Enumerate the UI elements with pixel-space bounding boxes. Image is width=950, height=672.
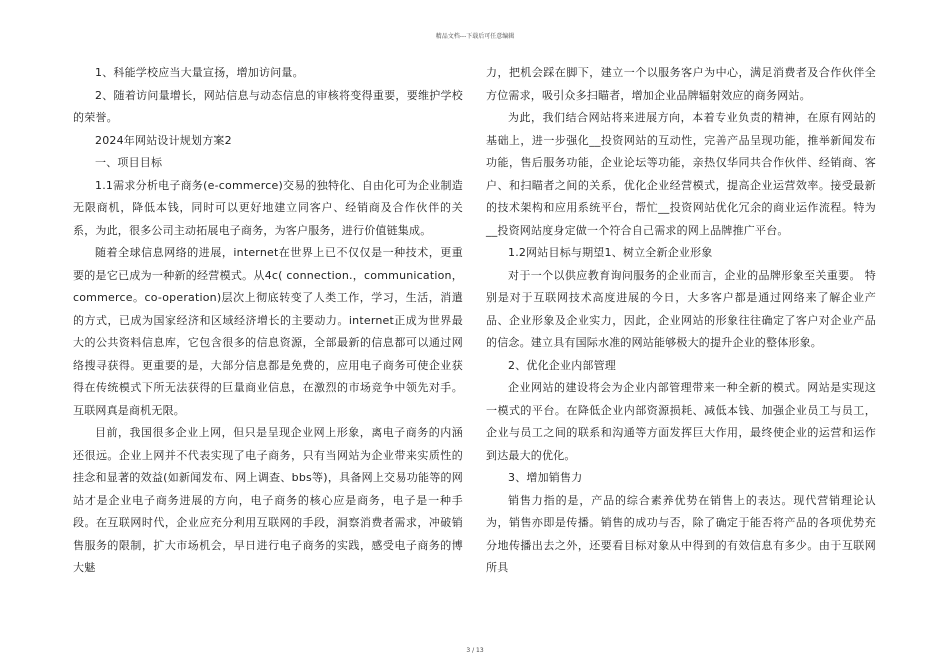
paragraph-continued: 力，把机会踩在脚下，建立一个以服务客户为中心，满足消费者及合作伙伴全方位需求，吸引众多扫瞄者，增加企业品牌辐射效应的商务网站。 bbox=[486, 66, 876, 102]
page-number: 3 / 13 bbox=[466, 647, 484, 654]
section-heading: 2、优化企业内部管理 bbox=[508, 358, 616, 372]
paragraph: 企业网站的建设将会为企业内部管理带来一种全新的模式。网站是实现这一模式的平台。在降低企业内部资源损耗、减低本钱、加强企业员工与员工，企业与员工之间的联系和沟通等方面发挥巨大作用，最终使企业的运营和运作到达最大的优化。 bbox=[486, 381, 876, 462]
section-heading: 一、项目目标 bbox=[95, 156, 163, 169]
left-column bbox=[73, 62, 463, 580]
paragraph: 对于一个以供应教育询问服务的企业而言，企业的品牌形象至关重要。 特别是对于互联网技术高度进展的今日，大多客户都是通过网络来了解企业产品、企业形象及企业实力，因此，企业网站的形象往往确定了客户对企业产品的信念。建立具有国际水准的网站能够极大的提升企业的整体形象。 bbox=[486, 268, 876, 349]
paragraph: 随着全球信息网络的进展，internet在世界上已不仅仅是一种技术，更重要的是它已成为一种新的经营模式。从4c( connection.，communication，commerce。co-operation)层次上彻底转变了人类工作，学习，生活，消遣的方式，已成为国家经济和区域经济增长的主要动力。internet正成为世界最大的公共资料信息库，它包含很多的信息资源，全部最新的信息都可以通过网络搜寻获得。更重要的是，大部分信息都是免费的，应用电子商务可使企业获得在传统模式下所无法获得的巨量商业信息，在激烈的市场竞争中领先对手。互联网真是商机无限。 bbox=[73, 246, 463, 417]
section-title: 2024年网站设计规划方案2 bbox=[95, 133, 232, 147]
paragraph: 目前，我国很多企业上网，但只是呈现企业网上形象，离电子商务的内涵还很远。企业上网并不代表实现了电子商务，只有当网站为企业带来实质性的挂念和显著的效益(如新闻发布、网上调查、bbs等)，具备网上交易功能等的网站才是企业电子商务进展的方向，电子商务的核心应是商务，电子是一种手段。在互联网时代，企业应充分利用互联网的手段，洞察消费者需求，冲破销售服务的限制，扩大市场机会，早日进行电子商务的实践，感受电子商务的博大魅 bbox=[73, 426, 463, 574]
paragraph: 为此，我们结合网站将来进展方向，本着专业负责的精神，在原有网站的基础上，进一步强化__投资网站的互动性，完善产品呈现功能，推举新闻发布功能，售后服务功能，企业论坛等功能，亲热仅华同共合作伙伴、经销商、客户、和扫瞄者之间的关系，优化企业经营模式，提高企业运营效率。接受最新的技术架构和应用系统平台，帮忙__投资网站优化冗余的商业运作流程。特为__投资网站度身定做一个符合自己需求的网上品牌推广平台。 bbox=[486, 111, 876, 237]
section-heading: 1.2网站目标与期望1、树立全新企业形象 bbox=[508, 246, 713, 259]
page-header: 精品文档---下载后可任意编辑 bbox=[435, 33, 515, 40]
paragraph: 1.1需求分析电子商务(e-commerce)交易的独特化、自由化可为企业制造无限商机，降低本钱，同时可以更好地建立同客户、经销商及合作伙伴的关系，为此，很多公司主动拓展电子商务，为客户服务，进行价值链集成。 bbox=[73, 178, 463, 237]
section-heading: 3、增加销售力 bbox=[508, 471, 583, 484]
paragraph: 2、随着访问量增长，网站信息与动态信息的审核将变得重要，要维护学校的荣誉。 bbox=[73, 88, 463, 124]
right-column bbox=[486, 62, 876, 580]
paragraph: 1、科能学校应当大量宣扬，增加访问量。 bbox=[95, 66, 304, 79]
paragraph: 销售力指的是，产品的综合素养优势在销售上的表达。现代营销理论认为，销售亦即是传播。销售的成功与否，除了确定于能否将产品的各项优势充分地传播出去之外，还要看目标对象从中得到的有效信息有多少。由于互联网所具 bbox=[486, 493, 876, 574]
